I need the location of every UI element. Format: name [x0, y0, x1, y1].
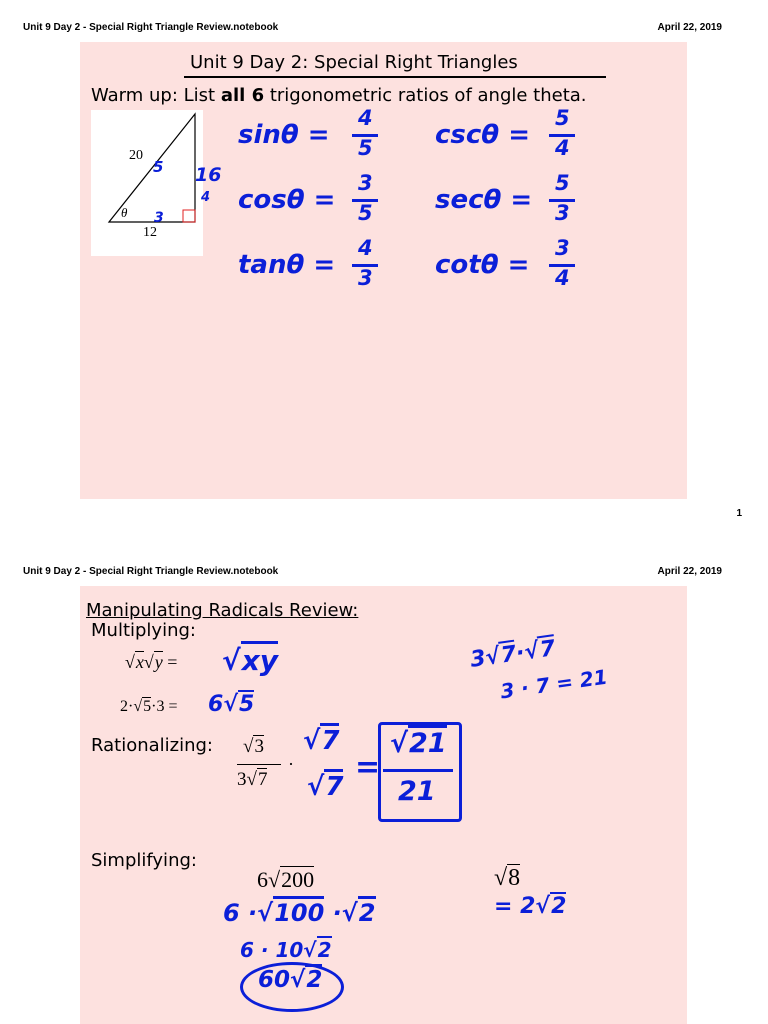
ratio-function: tanθ =: [238, 250, 336, 280]
ratio-function: cscθ =: [435, 120, 530, 150]
ratio-numerator: 3: [358, 171, 373, 195]
ratio-function: cosθ =: [238, 185, 336, 215]
page-2-title: Manipulating Radicals Review:: [86, 600, 359, 621]
multiply-expression-1: √x√y =: [125, 652, 178, 672]
ratio-function: secθ =: [435, 185, 533, 215]
result-num: √21: [390, 728, 447, 759]
ratio-numerator: 4: [358, 106, 373, 130]
page-date: April 22, 2019: [657, 22, 722, 33]
page-number: 1: [736, 508, 742, 519]
angle-theta-label: θ: [121, 205, 128, 220]
hand-side2-label: 4: [201, 190, 211, 205]
ratio-denominator: 5: [358, 201, 373, 225]
rational-dot: ·: [288, 754, 294, 774]
page-header-2: [0, 562, 768, 582]
simplify-final: 60√2: [258, 967, 322, 993]
mult-den-sqrt7: √7: [307, 772, 343, 802]
ratio-denominator: 4: [555, 266, 570, 290]
ratio-denominator: 4: [555, 136, 570, 160]
ratio-3: [435, 108, 605, 168]
side-work-2: 3 · 7 = 21: [498, 664, 610, 704]
result-den: 21: [398, 776, 436, 807]
ratio-4: [435, 173, 605, 233]
page-1-panel: [80, 42, 687, 499]
warmup-text: Warm up: List all 6 trigonometric ratios of angle theta.: [91, 85, 587, 106]
notebook-title: Unit 9 Day 2 - Special Right Triangle Review.notebook: [23, 22, 279, 33]
page-2-panel: [80, 586, 687, 1024]
simplify-answer-2: = 2√2: [494, 894, 567, 919]
ratio-5: [435, 238, 605, 298]
ratio-0: [238, 108, 408, 168]
side-work-1: 3√7·√7: [468, 636, 557, 673]
ratio-function: cotθ =: [435, 250, 530, 280]
ratio-numerator: 5: [555, 171, 570, 195]
mult-num-sqrt7: √7: [303, 726, 339, 756]
ratio-numerator: 5: [555, 106, 570, 130]
simplify-expr-2: √8: [494, 865, 521, 891]
triangle-figure: [91, 110, 222, 256]
hand-side-label: 16: [195, 164, 222, 186]
rational-frac-num: √3: [243, 736, 264, 757]
rational-frac-bar: [237, 764, 281, 765]
ratio-numerator: 3: [555, 236, 570, 260]
page-date-2: April 22, 2019: [657, 566, 722, 577]
ratio-numerator: 4: [358, 236, 373, 260]
ratio-function: sinθ =: [238, 120, 330, 150]
ratio-2: [238, 238, 408, 298]
ratio-denominator: 3: [555, 201, 570, 225]
ratio-1: [238, 173, 408, 233]
hand-base-label: 3: [154, 210, 164, 226]
page-header-1: [0, 18, 768, 38]
notebook-title-2: Unit 9 Day 2 - Special Right Triangle Review.notebook: [23, 566, 279, 577]
rationalizing-label: Rationalizing:: [91, 735, 214, 756]
rational-equals: =: [355, 750, 381, 785]
multiply-expression-2: 2·√5·3 =: [120, 698, 178, 715]
simplify-step-1: 6 ·√100 ·√2: [223, 899, 376, 927]
ratio-denominator: 5: [358, 136, 373, 160]
answer-6-sqrt5: 6√5: [208, 692, 255, 717]
answer-sqrt-xy: √xy: [222, 644, 278, 677]
rational-frac-den: 3√7: [237, 769, 268, 790]
ratio-denominator: 3: [358, 266, 373, 290]
hand-hyp-label: 5: [153, 158, 164, 176]
multiplying-label: Multiplying:: [91, 620, 196, 641]
base-label: 12: [143, 225, 157, 240]
page-1-title: Unit 9 Day 2: Special Right Triangles: [190, 52, 518, 73]
simplify-step-2: 6 · 10√2: [240, 938, 332, 962]
title-underline: [184, 76, 606, 78]
result-frac-bar: [383, 769, 453, 772]
hypotenuse-label: 20: [129, 148, 143, 163]
simplifying-label: Simplifying:: [91, 850, 197, 871]
simplify-expr-1: 6√200: [257, 867, 315, 892]
